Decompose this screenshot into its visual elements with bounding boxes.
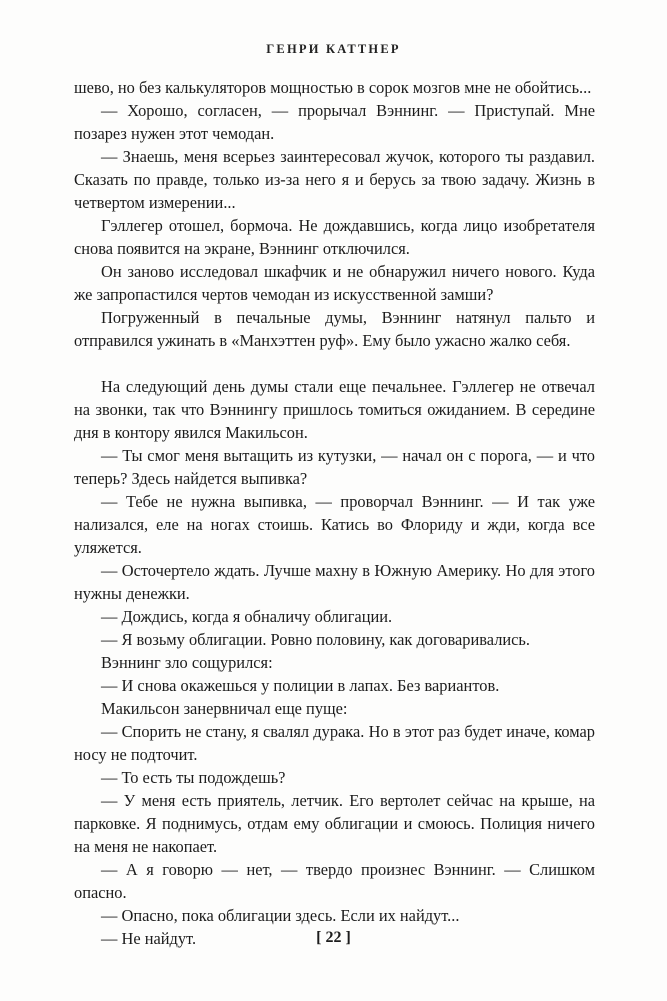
paragraph: — И снова окажешься у полиции в лапах. Без вариантов. [101,676,500,695]
paragraph: — Дождись, когда я обналичу облигации. [101,607,393,626]
body-text [74,76,595,950]
paragraph: шево, но без калькуляторов мощностью в сорок мозгов мне не обойтись... [74,78,592,97]
paragraph: — А я говорю — нет, — твердо произнес Вэннинг. — Слишком опасно. [74,860,595,902]
paragraph: — Хорошо, согласен, — прорычал Вэннинг. — Приступай. Мне позарез нужен этот чемодан. [74,101,595,143]
paragraph: — Тебе не нужна выпивка, — проворчал Вэннинг. — И так уже нализался, еле на ногах стоишь. Катись во Флориду и жди, когда все уляжется. [74,492,595,557]
paragraph: Погруженный в печальные думы, Вэннинг натянул пальто и отправился ужинать в «Манхэттен руф». Ему было ужасно жалко себя. [74,308,595,350]
paragraph: Макильсон занервничал еще пуще: [101,699,348,718]
paragraph: — Не найдут. [101,929,197,948]
paragraph: Гэллегер отошел, бормоча. Не дождавшись, когда лицо изобретателя снова появится на экране, Вэннинг отключился. [74,216,595,258]
paragraph: — Я возьму облигации. Ровно половину, как договаривались. [101,630,531,649]
paragraph: — Знаешь, меня всерьез заинтересовал жучок, которого ты раздавил. Сказать по правде, только из-за него я и берусь за твою задачу. Жизнь в четвертом измерении... [74,147,595,212]
page-number: [ 22 ] [316,929,351,946]
paragraph: — Ты смог меня вытащить из кутузки, — начал он с порога, — и что теперь? Здесь найдется выпивка? [74,446,595,488]
running-header: ГЕНРИ КАТТНЕР [266,42,401,56]
paragraph: — То есть ты подождешь? [101,768,286,787]
paragraph: Он заново исследовал шкафчик и не обнаружил ничего нового. Куда же запропастился чертов чемодан из искусственной замши? [74,262,595,304]
paragraph: На следующий день думы стали еще печальнее. Гэллегер не отвечал на звонки, так что Вэннингу пришлось томиться ожиданием. В середине дня в контору явился Макильсон. [74,377,595,442]
paragraph: — У меня есть приятель, летчик. Его вертолет сейчас на крыше, на парковке. Я поднимусь, отдам ему облигации и смоюсь. Полиция ничего на меня не накопает. [74,791,595,856]
paragraph: — Опасно, пока облигации здесь. Если их найдут... [101,906,460,925]
paragraph: — Спорить не стану, я свалял дурака. Но в этот раз будет иначе, комар носу не подточит. [74,722,595,764]
paragraph: Вэннинг зло сощурился: [101,653,273,672]
paragraph: — Осточертело ждать. Лучше махну в Южную Америку. Но для этого нужны денежки. [74,561,595,603]
